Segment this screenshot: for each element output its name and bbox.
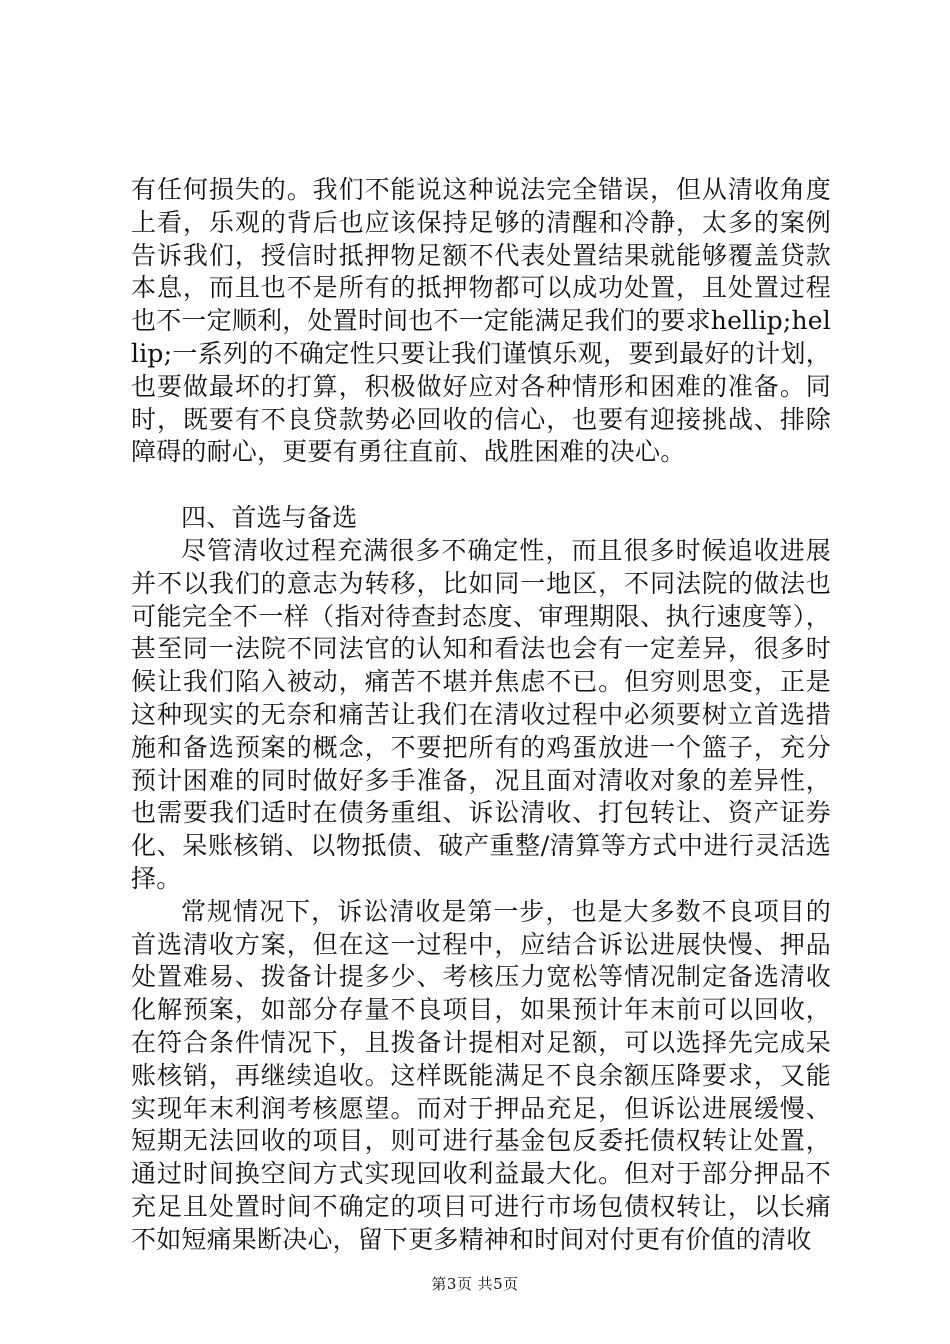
page-number-footer: 第3页 共5页 bbox=[431, 1275, 519, 1293]
section-heading: 四、首选与备选 bbox=[181, 503, 358, 533]
paragraph-continuation: 有任何损失的。我们不能说这种说法完全错误，但从清收角度上看，乐观的背后也应该保持足够的清醒和冷静，太多的案例告诉我们，授信时抵押物足额不代表处置结果就能够覆盖贷款本息，而且也不是所有的抵押物都可以成功处置，且处置过程也不一定顺利，处置时间也不一定能满足我们的要求hellip;hellip;一系列的不确定性只要让我们谨慎乐观，要到最好的计划，也要做最坏的打算，积极做好应对各种情形和困难的准备。同时，既要有不良贷款势必回收的信心，也要有迎接挑战、排除障碍的耐心，更要有勇往直前、战胜困难的决心。 bbox=[131, 175, 831, 467]
paragraph: 尽管清收过程充满很多不确定性，而且很多时候追收进展并不以我们的意志为转移，比如同一地区，不同法院的做法也可能完全不一样（指对待查封态度、审理期限、执行速度等），甚至同一法院不同法官的认知和看法也会有一定差异，很多时候让我们陷入被动，痛苦不堪并焦虑不已。但穷则思变，正是这种现实的无奈和痛苦让我们在清收过程中必须要树立首选措施和备选预案的概念，不要把所有的鸡蛋放进一个篮子，充分预计困难的同时做好多手准备，况且面对清收对象的差异性，也需要我们适时在债务重组、诉讼清收、打包转让、资产证券化、呆账核销、以物抵债、破产重整/清算等方式中进行灵活选择。 bbox=[131, 535, 831, 893]
document-body bbox=[131, 174, 831, 1257]
paragraph: 常规情况下，诉讼清收是第一步，也是大多数不良项目的首选清收方案，但在这一过程中，应结合诉讼进展快慢、押品处置难易、拨备计提多少、考核压力宽松等情况制定备选清收化解预案，如部分存量不良项目，如果预计年末前可以回收，在符合条件情况下，且拨备计提相对足额，可以选择先完成呆账核销，再继续追收。这样既能满足不良余额压降要求，又能实现年末利润考核愿望。而对于押品充足，但诉讼进展缓慢、短期无法回收的项目，则可进行基金包反委托债权转让处置，通过时间换空间方式实现回收利益最大化。但对于部分押品不充足且处置时间不确定的项目可进行市场包债权转让，以长痛不如短痛果断决心，留下更多精神和时间对付更有价值的清收 bbox=[131, 896, 831, 1254]
